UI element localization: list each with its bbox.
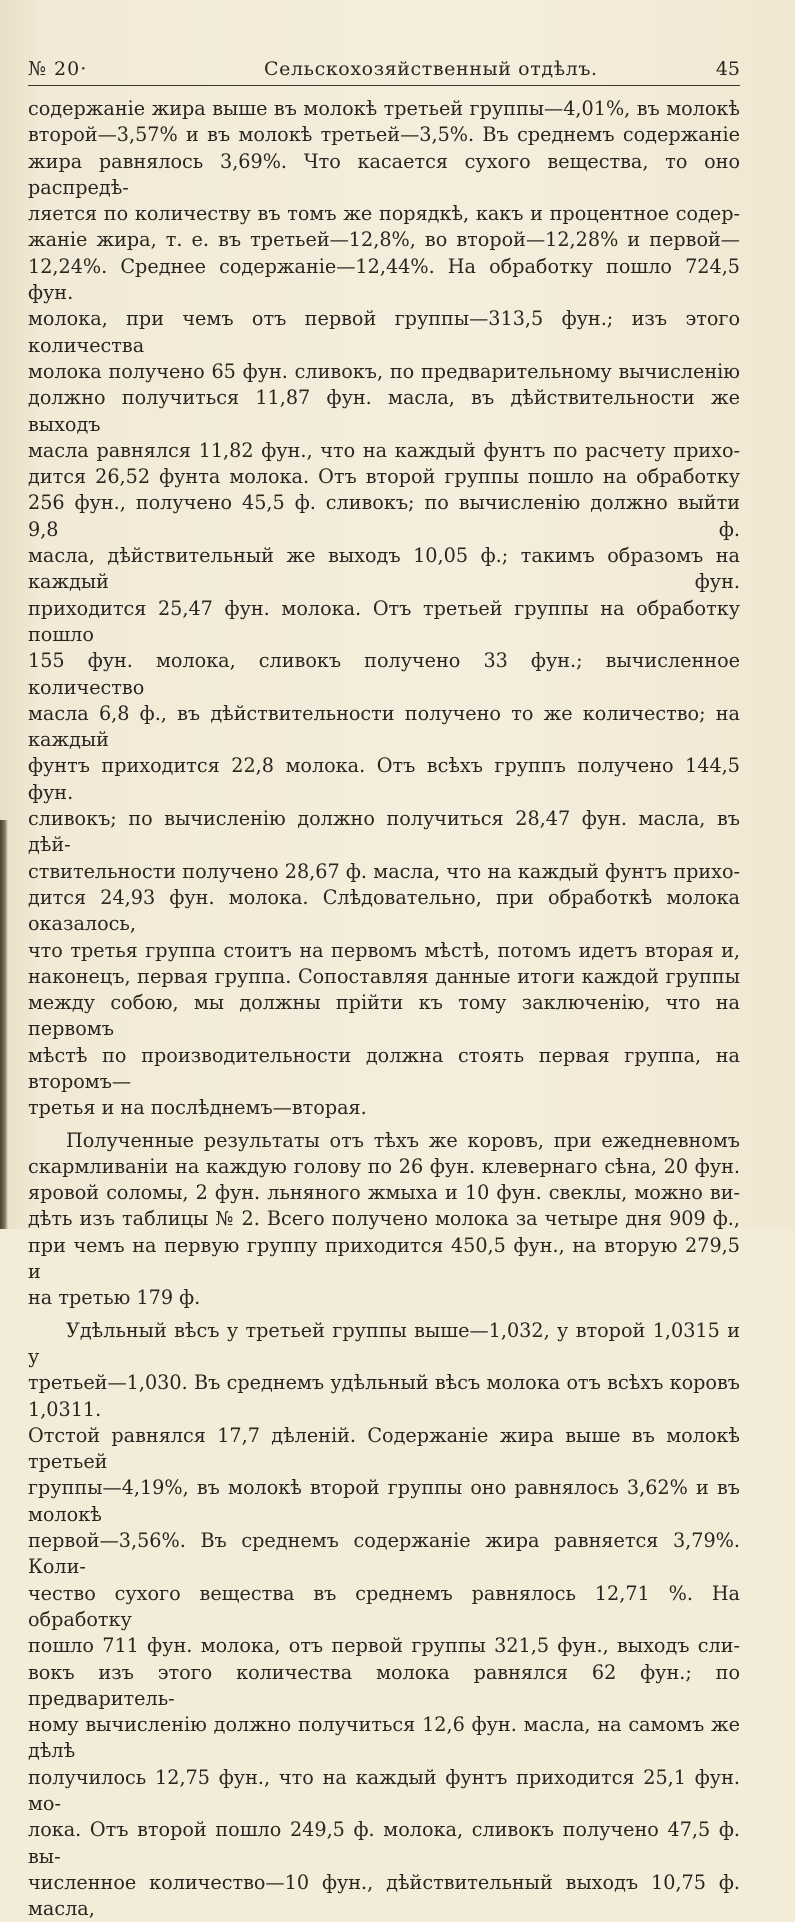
text-line: пошло 711 фун. молока, отъ первой группы 321,5 фун., выходъ сли- [28,1634,740,1658]
text-line: сливокъ; по вычисленію должно получиться 28,47 фун. масла, въ дѣй- [28,807,740,857]
text-line: масла 6,8 ф., въ дѣйствительности получено то же количество; на каждый [28,701,740,752]
text-line: приходится 25,47 фун. молока. Отъ третьей группы на обработку пошло [28,596,740,646]
text-line: лока. Отъ второй пошло 249,5 ф. молока, сливокъ получено 47,5 ф. вы- [28,1818,740,1868]
text-line: наконецъ, первая группа. Сопоставляя данные итоги каждой группы [28,964,740,988]
text-line: при чемъ на первую группу приходится 450,5 фун., на вторую 279,5 и [28,1233,740,1284]
text-line: молока получено 65 фун. сливокъ, по предварительному вычисленію [28,359,740,383]
text-line: должно получиться 11,87 фун. масла, въ дѣйствительности же выходъ [28,386,740,436]
text-line: ному вычисленію должно получиться 12,6 фун. масла, на самомъ же дѣлѣ [28,1713,740,1763]
text-line: 155 фун. молока, сливокъ получено 33 фун.; вычисленное количество [28,649,740,699]
body-text [28,96,740,1922]
text-line: 256 фун., получено 45,5 ф. сливокъ; по вычисленію должно выйти 9,8 ф. [28,491,740,541]
text-line: численное количество—10 фун., дѣйствительный выходъ 10,75 ф. масла, [28,1870,740,1921]
text-line: Удѣльный вѣсъ у третьей группы выше—1,032, у второй 1,0315 и у [28,1318,740,1368]
text-line: дится 26,52 фунта молока. Отъ второй группы пошло на обработку [28,465,740,489]
text-line: первой—3,56%. Въ среднемъ содержаніе жира равняется 3,79%. Коли- [28,1529,740,1579]
page-number: 45 [715,58,740,80]
text-line: получилось 12,75 фун., что на каждый фунтъ приходится 25,1 фун. мо- [28,1765,740,1815]
text-line: второй—3,57% и въ молокѣ третьей—3,5%. Въ среднемъ содержаніе [28,123,740,147]
text-line: третьей—1,030. Въ среднемъ удѣльный вѣсъ молока отъ всѣхъ коровъ 1,0311. [28,1371,740,1421]
text-line: молока, при чемъ отъ первой группы—313,5 фун.; изъ этого количества [28,307,740,357]
binding-shadow [0,820,8,1229]
text-line: на третью 179 ф. [28,1286,201,1310]
text-line: масла равнялся 11,82 фун., что на каждый фунтъ по расчету прихо- [28,438,740,462]
text-line: масла, дѣйствительный же выходъ 10,05 ф.; такимъ образомъ на каждый фун. [28,544,740,594]
text-line: что третья группа стоитъ на первомъ мѣстѣ, потомъ идетъ вторая и, [28,938,740,962]
text-line: фунтъ приходится 22,8 молока. Отъ всѣхъ группъ получено 144,5 фун. [28,754,740,804]
text-line: группы—4,19%, въ молокѣ второй группы оно равнялось 3,62% и въ молокѣ [28,1476,740,1526]
text-line: дится 24,93 фун. молока. Слѣдовательно, при обработкѣ молока оказалось, [28,885,740,936]
text-line: яровой соломы, 2 фун. льняного жмыха и 10 фун. свеклы, можно ви- [28,1181,740,1205]
text-line: третья и на послѣднемъ—вторая. [28,1096,367,1120]
text-line: Отстой равнялся 17,7 дѣленій. Содержаніе жира выше въ молокѣ третьей [28,1423,740,1474]
header-rule [28,85,740,86]
issue-number: № 20· [28,58,88,80]
text-line: скармливаніи на каждую голову по 26 фун. клевернаго сѣна, 20 фун. [28,1154,740,1178]
text-line: жира равнялось 3,69%. Что касается сухого вещества, то оно распредѣ- [28,149,740,199]
text-line: ляется по количеству въ томъ же порядкѣ, какъ и процентное содер- [28,202,740,226]
text-line: Полученные результаты отъ тѣхъ же коровъ, при ежедневномъ [66,1128,740,1152]
text-line: дѣть изъ таблицы № 2. Всего получено молока за четыре дня 909 ф., [28,1207,740,1231]
paragraph-1 [28,96,740,1122]
text-line: жаніе жира, т. е. въ третьей—12,8%, во второй—12,28% и первой— [28,228,740,252]
text-line: чество сухого вещества въ среднемъ равнялось 12,71 %. На обработку [28,1581,740,1631]
paragraph-3 [28,1318,740,1922]
text-line: между собою, мы должны прійти къ тому заключенію, что на первомъ [28,991,740,1041]
running-header [28,56,740,86]
text-line: 12,24%. Среднее содержаніе—12,44%. На обработку пошло 724,5 фун. [28,254,740,305]
section-title: Сельскохозяйственный отдѣлъ. [264,58,598,80]
paragraph-2 [28,1128,740,1312]
text-line: мѣстѣ по производительности должна стоять первая группа, на второмъ— [28,1043,740,1093]
text-line: ствительности получено 28,67 ф. масла, что на каждый фунтъ прихо- [28,859,740,883]
text-line: вокъ изъ этого количества молока равнялся 62 фун.; по предваритель- [28,1660,740,1710]
text-line: содержаніе жира выше въ молокѣ третьей группы—4,01%, въ молокѣ [28,97,740,120]
